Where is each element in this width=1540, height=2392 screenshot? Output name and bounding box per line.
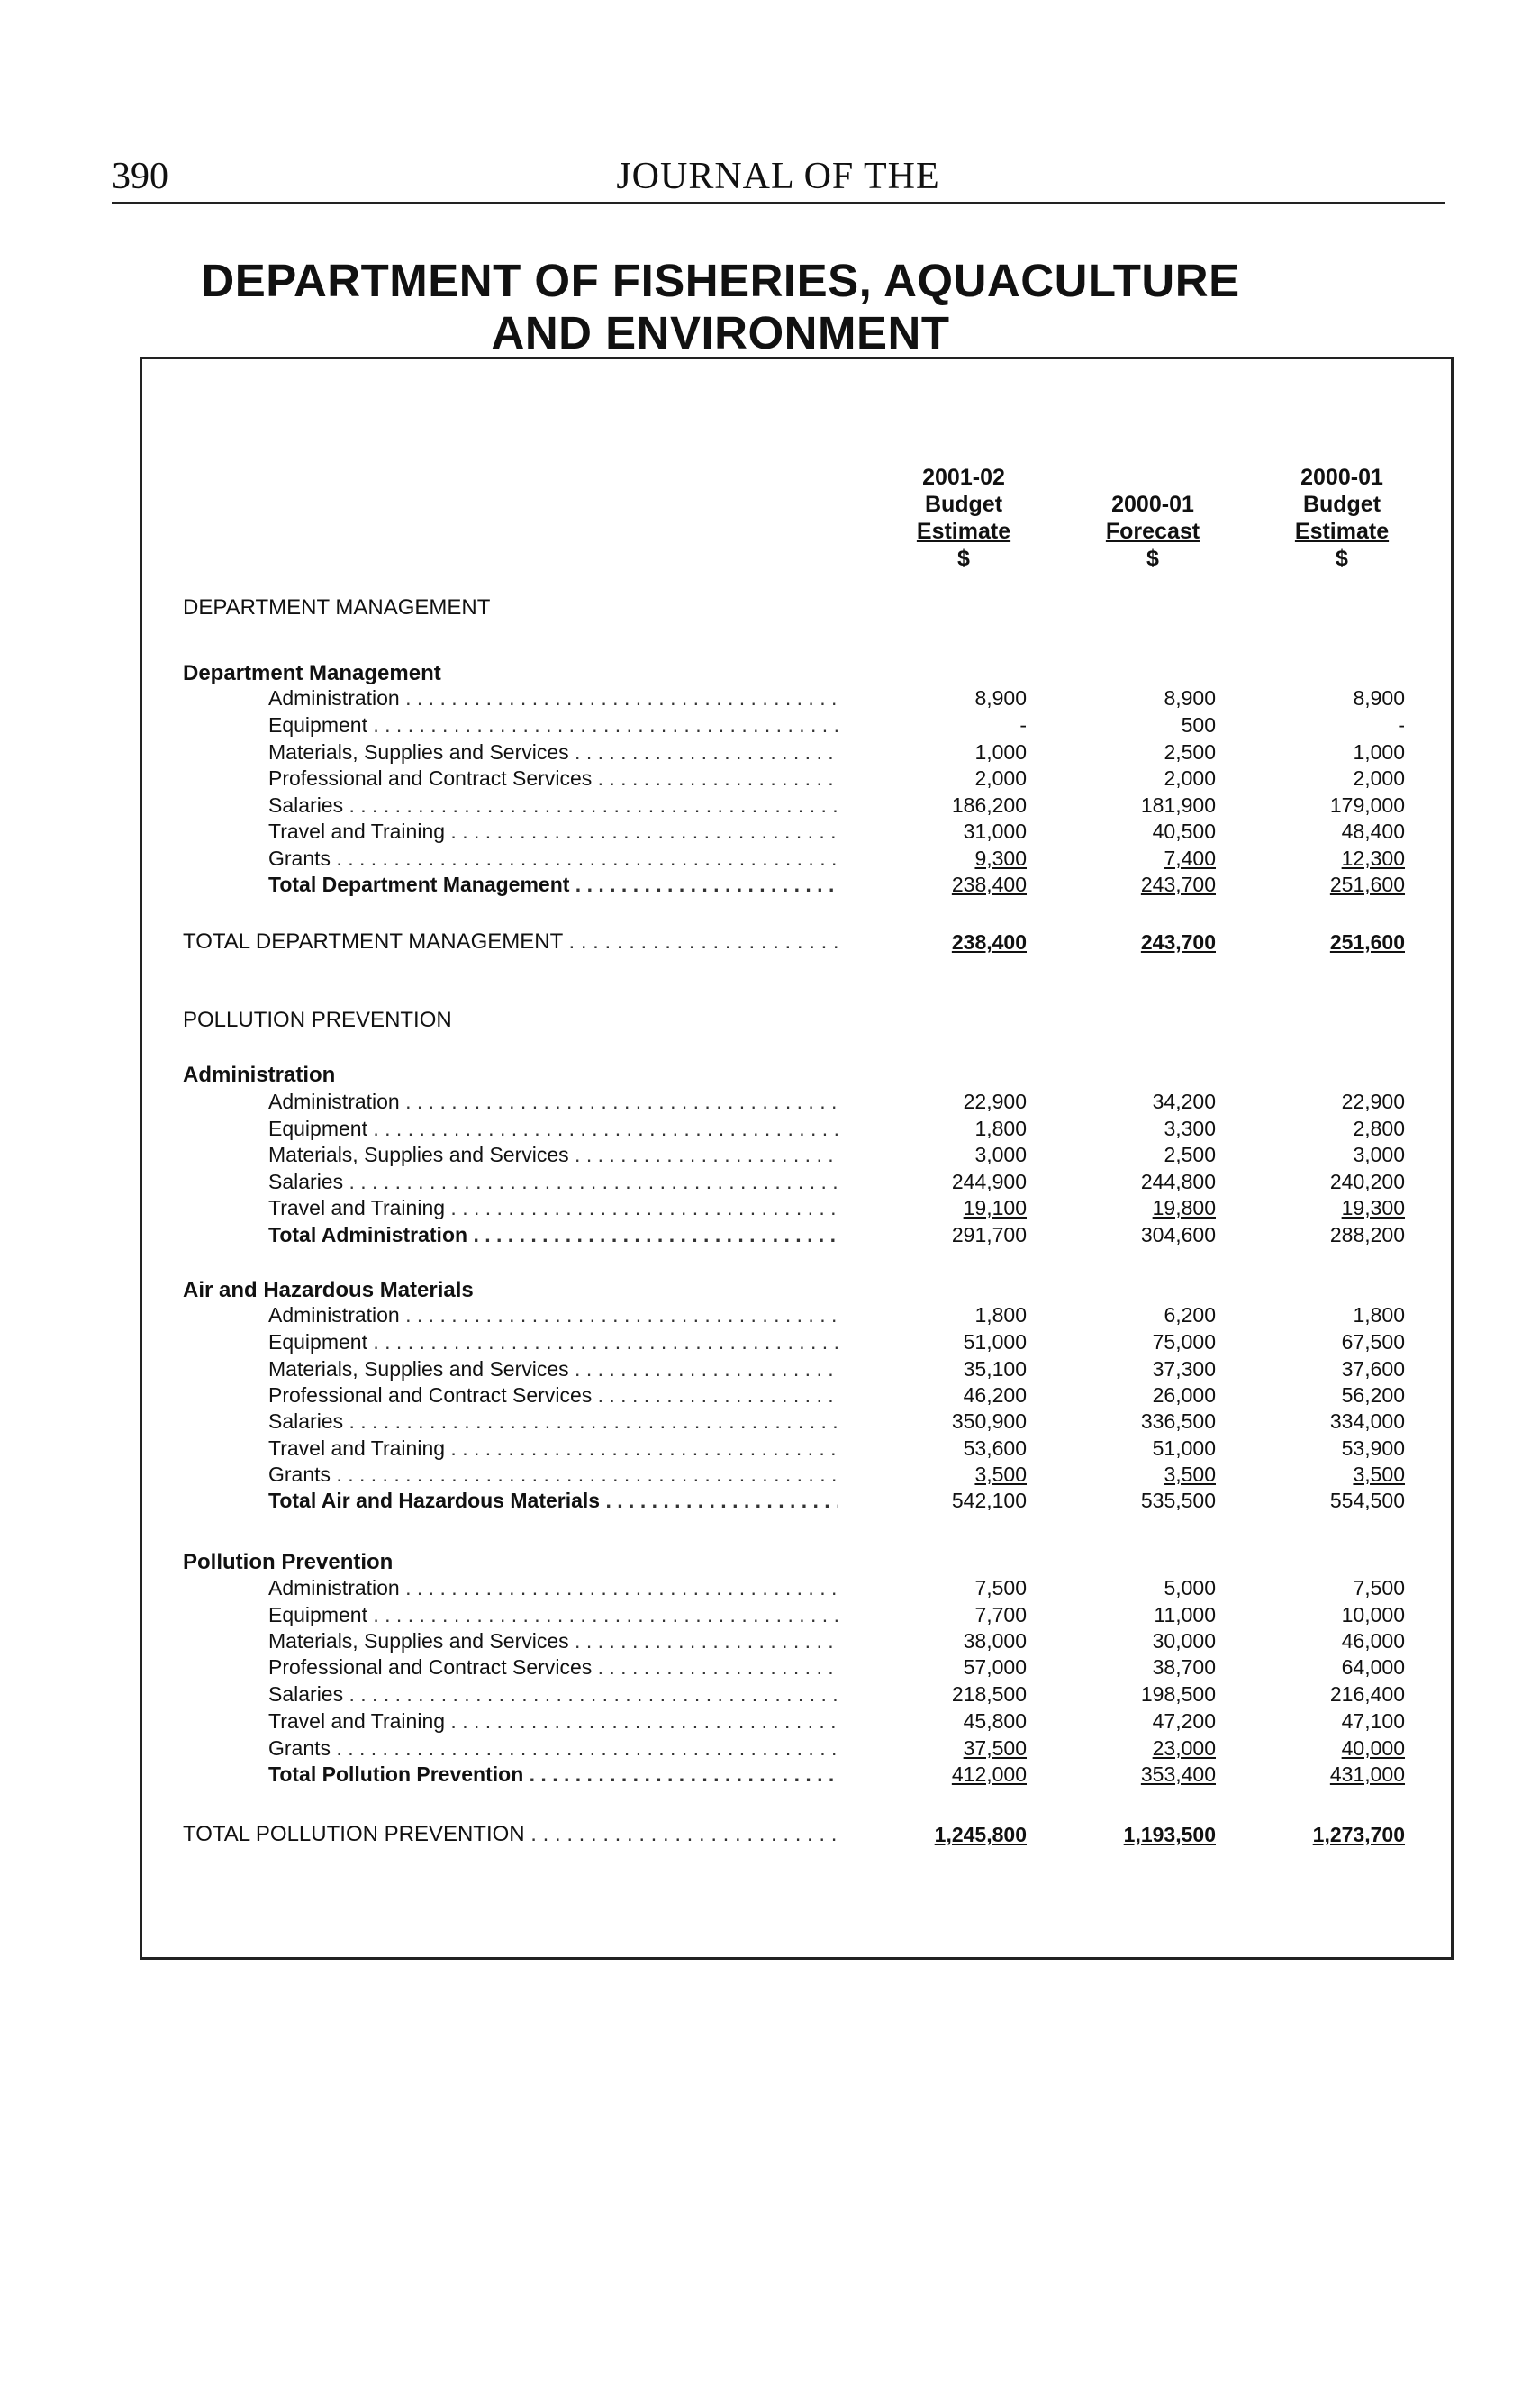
row-value-col2: 198,500 [1140, 1682, 1216, 1706]
column-header-line2: Budget [1302, 492, 1381, 517]
row-value-col3: 40,000 [1341, 1736, 1405, 1760]
row-value-col3: 3,000 [1353, 1143, 1405, 1166]
row-value-col3: 240,200 [1329, 1170, 1405, 1193]
column-header-line1 [1085, 464, 1220, 491]
row-value-col2: 8,900 [1164, 686, 1216, 710]
row-label: Travel and Training . . . [268, 1708, 838, 1735]
row-label: Salaries . . . [268, 1681, 838, 1708]
row-value-col3: 179,000 [1329, 793, 1405, 817]
column-header-2001-02-budget-estimate [896, 464, 1031, 572]
row-value-col3: 12,300 [1341, 847, 1405, 870]
table-row-item [0, 711, 1540, 738]
table-row-subsection [0, 1549, 1540, 1576]
row-label: DEPARTMENT MANAGEMENT [183, 595, 491, 620]
row-value-col1: 9,300 [974, 847, 1027, 870]
row-value-col1: 1,245,800 [934, 1823, 1027, 1846]
row-value-col2: 19,800 [1152, 1196, 1216, 1219]
row-value-col3: 554,500 [1329, 1489, 1405, 1512]
row-value-col2: 7,400 [1164, 847, 1216, 870]
table-row-item [0, 1574, 1540, 1601]
table-row-item [0, 1115, 1540, 1142]
row-label: Travel and Training . . . [268, 1194, 838, 1221]
row-label: Grants . . . [268, 1735, 838, 1762]
row-label: Equipment . . . [268, 711, 838, 738]
row-value-col2: 243,700 [1140, 930, 1216, 954]
row-value-col2: 23,000 [1152, 1736, 1216, 1760]
row-label: Equipment . . . [268, 1115, 838, 1142]
row-value-col3: 251,600 [1329, 873, 1405, 896]
row-value-col1: 31,000 [963, 820, 1027, 843]
row-value-col3: 67,500 [1341, 1330, 1405, 1354]
table-row-item [0, 1601, 1540, 1628]
table-row-item [0, 1355, 1540, 1382]
row-value-col1: 35,100 [963, 1357, 1027, 1381]
row-value-col1: 57,000 [963, 1655, 1027, 1679]
row-label: Department Management [183, 661, 441, 685]
row-value-col1: 53,600 [963, 1436, 1027, 1460]
table-row-item [0, 765, 1540, 792]
row-label: Equipment . . . [268, 1328, 838, 1355]
row-value-col3: 53,900 [1341, 1436, 1405, 1460]
department-title-line2: AND ENVIRONMENT [491, 307, 950, 358]
table-row-subtotal [0, 1761, 1540, 1788]
row-label: Equipment . . . [268, 1601, 838, 1628]
table-row-subtotal [0, 1221, 1540, 1248]
row-value-col1: 350,900 [951, 1409, 1027, 1433]
table-row-item [0, 1382, 1540, 1409]
table-row-subsection [0, 1062, 1540, 1089]
table-row-item [0, 845, 1540, 872]
row-label: Salaries . . . [268, 792, 838, 819]
row-value-col3: 2,000 [1353, 766, 1405, 790]
row-label: Materials, Supplies and Services . . . [268, 1355, 838, 1382]
table-row-item [0, 1088, 1540, 1115]
row-label: Grants . . . [268, 1461, 838, 1488]
row-value-col3: 288,200 [1329, 1223, 1405, 1246]
row-label: Salaries . . . [268, 1408, 838, 1435]
column-header-line3: Estimate [916, 519, 1011, 544]
table-row-item [0, 1168, 1540, 1195]
row-value-col2: 1,193,500 [1123, 1823, 1216, 1846]
row-label: Travel and Training . . . [268, 818, 838, 845]
table-row-item [0, 792, 1540, 819]
row-value-col3: 251,600 [1329, 930, 1405, 954]
row-label: Materials, Supplies and Services . . . [268, 1627, 838, 1654]
row-value-col2: 244,800 [1140, 1170, 1216, 1193]
row-value-col3: 22,900 [1341, 1090, 1405, 1113]
row-value-col1: 3,500 [974, 1463, 1027, 1486]
row-value-col3: 8,900 [1353, 686, 1405, 710]
department-title-line1: DEPARTMENT OF FISHERIES, AQUACULTURE [201, 255, 1240, 306]
column-header-line2: 2000-01 [1111, 492, 1194, 517]
row-label: Professional and Contract Services . . . [268, 765, 838, 792]
table-row-total [0, 1821, 1540, 1848]
table-row-item [0, 684, 1540, 711]
table-row-item [0, 1328, 1540, 1355]
table-row-item [0, 1461, 1540, 1488]
row-value-col1: 45,800 [963, 1709, 1027, 1733]
row-value-col1: 7,700 [974, 1603, 1027, 1626]
page-number: 390 [112, 156, 168, 197]
column-header-2000-01-forecast [1085, 464, 1220, 572]
row-value-col2: 47,200 [1152, 1709, 1216, 1733]
row-label: Total Department Management . . . [268, 871, 838, 898]
row-value-col1: 412,000 [951, 1762, 1027, 1786]
row-value-col2: 304,600 [1140, 1223, 1216, 1246]
column-header-unit: $ [957, 546, 970, 571]
row-label: Administration . . . [268, 684, 838, 711]
table-row-item [0, 1408, 1540, 1435]
row-label: Administration [183, 1063, 336, 1087]
column-header-line1: 2001-02 [922, 465, 1005, 490]
row-value-col3: 19,300 [1341, 1196, 1405, 1219]
row-value-col3: 3,500 [1353, 1463, 1405, 1486]
column-header-unit: $ [1146, 546, 1159, 571]
row-value-col1: 244,900 [951, 1170, 1027, 1193]
page-header [112, 155, 1445, 202]
row-value-col3: 334,000 [1329, 1409, 1405, 1433]
row-label: Professional and Contract Services . . . [268, 1654, 838, 1681]
row-value-col1: 8,900 [974, 686, 1027, 710]
table-row-total [0, 929, 1540, 956]
row-value-col1: 51,000 [963, 1330, 1027, 1354]
row-label: Administration . . . [268, 1301, 838, 1328]
column-header-line3: Estimate [1294, 519, 1390, 544]
row-value-col3: 1,000 [1353, 740, 1405, 764]
header-rule [112, 202, 1445, 204]
row-value-col2: 535,500 [1140, 1489, 1216, 1512]
row-value-col2: 37,300 [1152, 1357, 1216, 1381]
row-value-col2: 500 [1181, 713, 1216, 737]
table-row-section [0, 1007, 1540, 1034]
table-row-item [0, 1435, 1540, 1462]
row-value-col2: 38,700 [1152, 1655, 1216, 1679]
row-value-col3: 46,000 [1341, 1629, 1405, 1653]
row-value-col3: 64,000 [1341, 1655, 1405, 1679]
row-value-col1: 22,900 [963, 1090, 1027, 1113]
row-value-col1: 291,700 [951, 1223, 1027, 1246]
row-label: Materials, Supplies and Services . . . [268, 1141, 838, 1168]
row-value-col1: 46,200 [963, 1383, 1027, 1407]
table-row-subtotal [0, 1487, 1540, 1514]
row-value-col1: 19,100 [963, 1196, 1027, 1219]
table-row-subsection [0, 660, 1540, 687]
row-label: Total Administration . . . [268, 1221, 838, 1248]
row-value-col3: 37,600 [1341, 1357, 1405, 1381]
row-value-col3: 10,000 [1341, 1603, 1405, 1626]
row-value-col2: 11,000 [1154, 1603, 1216, 1626]
column-header-line2: Budget [924, 492, 1003, 517]
row-value-col2: 2,500 [1164, 740, 1216, 764]
row-value-col1: 38,000 [963, 1629, 1027, 1653]
table-row-item [0, 1194, 1540, 1221]
row-value-col3: 48,400 [1341, 820, 1405, 843]
row-label: Air and Hazardous Materials [183, 1278, 474, 1302]
table-row-item [0, 1708, 1540, 1735]
row-value-col1: 238,400 [951, 873, 1027, 896]
row-label: POLLUTION PREVENTION [183, 1008, 452, 1032]
row-value-col1: 186,200 [951, 793, 1027, 817]
table-row-section [0, 594, 1540, 621]
row-label: Salaries . . . [268, 1168, 838, 1195]
column-header-line3: Forecast [1105, 519, 1200, 544]
journal-title: JOURNAL OF THE [616, 156, 940, 197]
table-row-item [0, 1654, 1540, 1681]
row-value-col2: 75,000 [1152, 1330, 1216, 1354]
row-value-col3: 431,000 [1329, 1762, 1405, 1786]
row-label: Administration . . . [268, 1088, 838, 1115]
row-label: Administration . . . [268, 1574, 838, 1601]
row-label: TOTAL POLLUTION PREVENTION . . . [183, 1821, 842, 1848]
row-label: Travel and Training . . . [268, 1435, 838, 1462]
row-value-col3: - [1398, 713, 1405, 737]
row-value-col2: 181,900 [1140, 793, 1216, 817]
table-row-item [0, 1301, 1540, 1328]
row-value-col1: 7,500 [974, 1576, 1027, 1599]
row-label: Grants . . . [268, 845, 838, 872]
row-value-col2: 34,200 [1152, 1090, 1216, 1113]
row-value-col1: 218,500 [951, 1682, 1027, 1706]
row-value-col3: 2,800 [1353, 1117, 1405, 1140]
row-label: TOTAL DEPARTMENT MANAGEMENT . . . [183, 929, 842, 956]
row-value-col1: 238,400 [951, 930, 1027, 954]
row-value-col3: 216,400 [1329, 1682, 1405, 1706]
table-row-item [0, 1627, 1540, 1654]
row-value-col2: 51,000 [1152, 1436, 1216, 1460]
table-row-item [0, 818, 1540, 845]
row-label: Pollution Prevention [183, 1550, 394, 1574]
row-value-col1: 37,500 [963, 1736, 1027, 1760]
table-row-item [0, 1141, 1540, 1168]
department-title [144, 255, 1297, 359]
row-value-col2: 336,500 [1140, 1409, 1216, 1433]
table-row-item [0, 1681, 1540, 1708]
row-value-col1: 2,000 [974, 766, 1027, 790]
row-value-col2: 243,700 [1140, 873, 1216, 896]
row-value-col1: 1,800 [974, 1117, 1027, 1140]
column-header-unit: $ [1336, 546, 1348, 571]
table-row-subsection [0, 1277, 1540, 1304]
column-header-2000-01-budget-estimate [1274, 464, 1409, 572]
row-value-col2: 30,000 [1152, 1629, 1216, 1653]
table-row-item [0, 738, 1540, 766]
row-label: Total Air and Hazardous Materials . . . [268, 1487, 838, 1514]
row-value-col3: 47,100 [1341, 1709, 1405, 1733]
row-value-col3: 7,500 [1353, 1576, 1405, 1599]
row-value-col1: 1,800 [974, 1303, 1027, 1327]
row-value-col1: - [1019, 713, 1027, 737]
row-value-col3: 1,800 [1353, 1303, 1405, 1327]
column-header-line1: 2000-01 [1300, 465, 1383, 490]
row-value-col2: 5,000 [1164, 1576, 1216, 1599]
row-value-col1: 3,000 [974, 1143, 1027, 1166]
row-value-col1: 1,000 [974, 740, 1027, 764]
row-label: Total Pollution Prevention . . . [268, 1761, 838, 1788]
row-value-col2: 3,300 [1164, 1117, 1216, 1140]
row-value-col1: 542,100 [951, 1489, 1027, 1512]
row-value-col3: 1,273,700 [1312, 1823, 1405, 1846]
row-value-col2: 40,500 [1152, 820, 1216, 843]
row-value-col2: 6,200 [1164, 1303, 1216, 1327]
row-value-col2: 3,500 [1164, 1463, 1216, 1486]
row-value-col3: 56,200 [1341, 1383, 1405, 1407]
row-value-col2: 2,500 [1164, 1143, 1216, 1166]
table-row-item [0, 1735, 1540, 1762]
table-row-subtotal [0, 871, 1540, 898]
row-value-col2: 353,400 [1140, 1762, 1216, 1786]
row-label: Materials, Supplies and Services . . . [268, 738, 838, 766]
row-label: Professional and Contract Services . . . [268, 1382, 838, 1409]
row-value-col2: 26,000 [1152, 1383, 1216, 1407]
row-value-col2: 2,000 [1164, 766, 1216, 790]
